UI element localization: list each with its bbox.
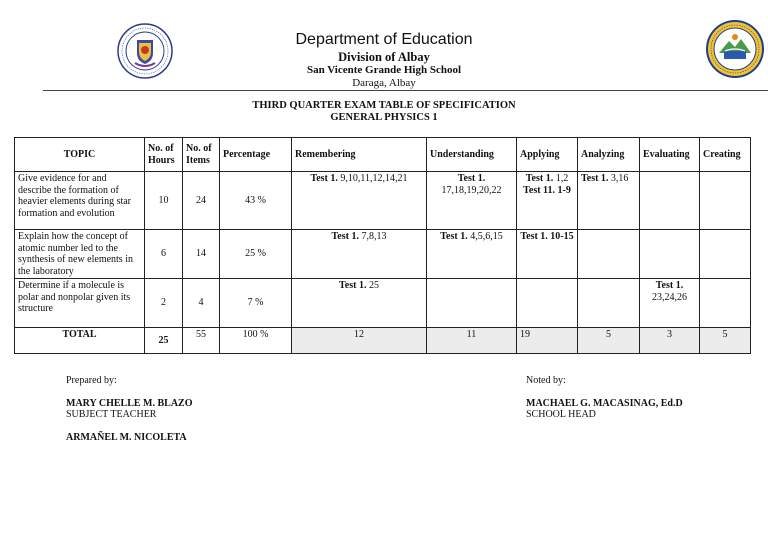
applying-cell	[517, 279, 578, 328]
noter-name: MACHAEL G. MACASINAG, Ed.D	[526, 398, 683, 409]
analyzing-cell	[578, 172, 640, 230]
table-header-row	[15, 138, 751, 172]
remembering-cell	[292, 172, 427, 230]
creating-cell	[700, 279, 751, 328]
creating-cell	[700, 230, 751, 279]
analyzing-cell	[578, 230, 640, 279]
test-label: Test 1.	[457, 173, 486, 184]
item-numbers: 23,24,26	[652, 291, 687, 303]
col-header-analyzing: Analyzing	[578, 138, 640, 172]
test-label: Test 1.	[339, 280, 367, 291]
col-header-items: No. of Items	[183, 138, 220, 172]
preparer1-title: SUBJECT TEACHER	[66, 409, 157, 420]
table-row	[15, 279, 751, 328]
col-header-understanding: Understanding	[427, 138, 517, 172]
hours-cell: 2	[145, 279, 183, 328]
item-numbers: 25	[368, 280, 379, 291]
total-analyzing: 5	[578, 328, 640, 354]
total-hours: 25	[145, 328, 183, 354]
header-divider	[43, 90, 768, 91]
percentage-cell: 25 %	[220, 230, 292, 279]
item-numbers: 4,5,6,15	[470, 231, 503, 242]
percentage-cell: 43 %	[220, 172, 292, 230]
total-items: 55	[183, 328, 220, 354]
items-cell: 14	[183, 230, 220, 279]
items-cell: 24	[183, 172, 220, 230]
col-header-hours: No. of Hours	[145, 138, 183, 172]
understanding-cell	[427, 172, 517, 230]
specification-table	[14, 137, 751, 354]
preparer2-name: ARMAÑEL M. NICOLETA	[66, 432, 187, 443]
table-row	[15, 172, 751, 230]
analyzing-cell	[578, 279, 640, 328]
percentage-cell: 7 %	[220, 279, 292, 328]
test-label-2: Test 11. 1-9	[523, 184, 571, 196]
col-header-remembering: Remembering	[292, 138, 427, 172]
evaluating-cell	[640, 230, 700, 279]
school-name: San Vicente Grande High School	[306, 64, 462, 76]
test-label: Test 1.	[525, 173, 554, 184]
prepared-by-label: Prepared by:	[66, 375, 117, 386]
item-numbers: 9,10,11,12,14,21	[340, 173, 408, 184]
test-label: Test 1.	[581, 173, 609, 184]
topic-cell: Determine if a molecule is polar and nonpolar given its structure	[15, 279, 145, 328]
total-label: TOTAL	[15, 328, 145, 354]
item-numbers: 1,2	[555, 173, 569, 184]
test-label: Test 1.	[310, 173, 338, 184]
test-label: Test 1. 10-15	[520, 231, 574, 242]
creating-cell	[700, 172, 751, 230]
test-label: Test 1.	[440, 231, 468, 242]
item-numbers: 7,8,13	[361, 231, 387, 242]
hours-cell: 10	[145, 172, 183, 230]
remembering-cell	[292, 279, 427, 328]
total-row	[15, 328, 751, 354]
col-header-evaluating: Evaluating	[640, 138, 700, 172]
total-understanding: 11	[427, 328, 517, 354]
understanding-cell	[427, 279, 517, 328]
applying-cell	[517, 172, 578, 230]
topic-cell: Give evidence for and describe the formation of heavier elements during star formation and evolution	[15, 172, 145, 230]
total-evaluating: 3	[640, 328, 700, 354]
understanding-cell	[427, 230, 517, 279]
test-label: Test 1.	[655, 280, 684, 291]
document-title: THIRD QUARTER EXAM TABLE OF SPECIFICATION	[252, 100, 516, 111]
items-cell: 4	[183, 279, 220, 328]
item-numbers: 3,16	[610, 173, 629, 184]
evaluating-cell	[640, 172, 700, 230]
document-subtitle: GENERAL PHYSICS 1	[330, 112, 438, 123]
test-label: Test 1.	[331, 231, 359, 242]
table-row	[15, 230, 751, 279]
topic-cell: Explain how the concept of atomic number led to the synthesis of new elements in the laboratory	[15, 230, 145, 279]
col-header-percentage: Percentage	[220, 138, 292, 172]
school-location: Daraga, Albay	[352, 77, 416, 89]
hours-cell: 6	[145, 230, 183, 279]
col-header-applying: Applying	[517, 138, 578, 172]
total-percentage: 100 %	[220, 328, 292, 354]
remembering-cell	[292, 230, 427, 279]
noted-by-label: Noted by:	[526, 375, 566, 386]
noter-title: SCHOOL HEAD	[526, 409, 596, 420]
total-applying: 19	[517, 328, 578, 354]
col-header-creating: Creating	[700, 138, 751, 172]
department-name: Department of Education	[295, 31, 473, 48]
preparer1-name: MARY CHELLE M. BLAZO	[66, 398, 193, 409]
total-remembering: 12	[292, 328, 427, 354]
evaluating-cell	[640, 279, 700, 328]
applying-cell	[517, 230, 578, 279]
col-header-topic: TOPIC	[15, 138, 145, 172]
total-creating: 5	[700, 328, 751, 354]
division-name: Division of Albay	[338, 50, 430, 64]
item-numbers: 17,18,19,20,22	[441, 184, 502, 196]
